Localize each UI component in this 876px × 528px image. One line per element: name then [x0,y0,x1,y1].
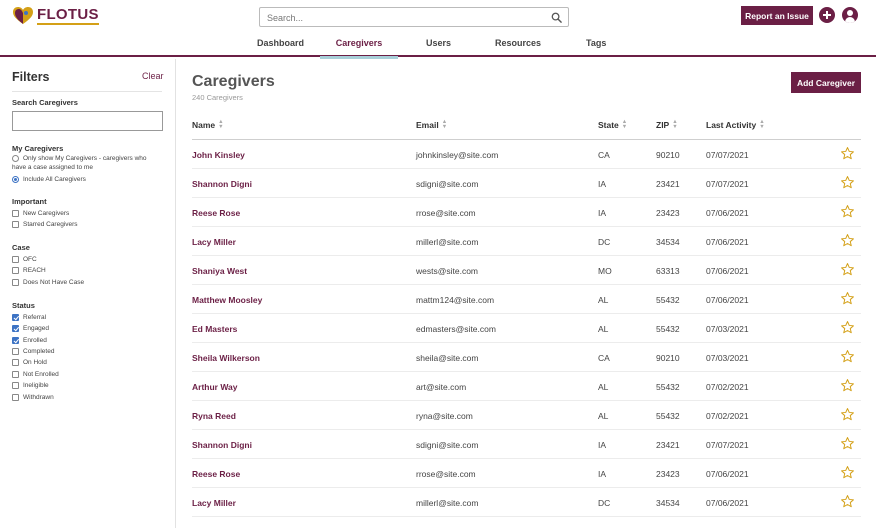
starred-caregivers-checkbox[interactable] [12,220,78,229]
caregiver-state: AL [598,382,609,392]
caregiver-state: CA [598,150,610,160]
page-title: Caregivers [192,73,275,90]
table-row[interactable] [192,169,861,198]
checkbox-icon[interactable] [12,359,19,366]
checkbox-icon[interactable] [12,221,19,228]
status-enrolled-checkbox[interactable] [12,336,47,345]
caregiver-email: ryna@site.com [416,411,473,421]
option-label: OFC [23,256,37,263]
status-label: Status [12,301,35,310]
star-icon[interactable] [840,494,855,509]
caregiver-zip: 23423 [656,469,680,479]
caregiver-name-link[interactable]: Arthur Way [192,382,238,392]
caregiver-last-activity: 07/02/2021 [706,411,749,421]
star-icon[interactable] [840,262,855,277]
column-label: Last Activity [706,120,757,130]
star-icon[interactable] [840,175,855,190]
search-caregivers-label: Search Caregivers [12,98,78,107]
sort-icon[interactable]: ▲ ▼ [759,119,765,130]
caregiver-name-link[interactable]: Lacy Miller [192,237,236,247]
caregiver-zip: 23421 [656,179,680,189]
caregiver-state: DC [598,237,611,247]
sort-icon[interactable]: ▲ ▼ [441,119,448,130]
add-plus-icon[interactable] [819,7,835,23]
status-referral-checkbox[interactable] [12,313,46,322]
caregiver-email: millerl@site.com [416,498,479,508]
status-withdrawn-checkbox[interactable] [12,393,54,402]
tab-resources[interactable]: Resources [495,38,542,48]
caregiver-last-activity: 07/06/2021 [706,208,749,218]
status-on-hold-checkbox[interactable] [12,358,47,367]
star-icon[interactable] [840,378,855,393]
column-header-name[interactable] [192,120,224,130]
caregiver-zip: 63313 [656,266,680,276]
caregiver-state: AL [598,324,609,334]
global-search [259,7,569,27]
caregiver-email: johnkinsley@site.com [416,150,499,160]
radio-checked-icon[interactable] [12,176,19,183]
caregiver-last-activity: 07/06/2021 [706,237,749,247]
caregiver-name-link[interactable]: Shaniya West [192,266,248,276]
star-icon[interactable] [840,465,855,480]
heart-logo-icon [12,6,34,26]
checkbox-checked-icon[interactable] [12,325,19,332]
tab-users[interactable]: Users [426,38,452,48]
table-row[interactable] [192,227,861,256]
table-row[interactable] [192,285,861,314]
caregiver-name-link[interactable]: Ryna Reed [192,411,236,421]
column-header-email[interactable] [416,120,447,130]
caregiver-last-activity: 07/06/2021 [706,469,749,479]
option-label: Ineligible [23,382,49,389]
search-icon[interactable] [551,12,562,23]
star-icon[interactable] [840,233,855,248]
user-account-icon[interactable] [842,7,858,23]
option-label: Enrolled [23,337,47,344]
status-engaged-checkbox[interactable] [12,324,49,333]
tab-tags[interactable]: Tags [586,38,607,48]
filters-title: Filters [12,70,50,84]
caregiver-email: rrose@site.com [416,469,476,479]
caregiver-state: IA [598,469,607,479]
search-input[interactable] [260,9,568,27]
clear-filters-link[interactable]: Clear [142,71,164,81]
option-label: Starred Caregivers [23,221,78,228]
caregiver-last-activity: 07/03/2021 [706,353,749,363]
caregiver-zip: 23423 [656,208,680,218]
column-label: Name [192,120,216,130]
important-label: Important [12,197,47,206]
caregiver-name-link[interactable]: Shannon Digni [192,440,252,450]
option-label: Not Enrolled [23,371,59,378]
new-caregivers-checkbox[interactable] [12,209,69,218]
caregiver-zip: 90210 [656,353,680,363]
caregiver-last-activity: 07/02/2021 [706,382,749,392]
caregiver-last-activity: 07/07/2021 [706,440,749,450]
caregiver-email: mattm124@site.com [416,295,495,305]
option-label: Completed [23,348,55,355]
checkbox-icon[interactable] [12,256,19,263]
case-reach-checkbox[interactable] [12,266,46,275]
caregiver-state: MO [598,266,612,276]
status-completed-checkbox[interactable] [12,347,54,356]
option-label: Withdrawn [23,394,54,401]
checkbox-icon[interactable] [12,279,19,286]
caregiver-email: edmasters@site.com [416,324,496,334]
caregiver-zip: 90210 [656,150,680,160]
checkbox-checked-icon[interactable] [12,314,19,321]
filters-sidebar [0,59,176,528]
checkbox-checked-icon[interactable] [12,337,19,344]
sort-icon[interactable]: ▲ ▼ [672,119,678,130]
checkbox-icon[interactable] [12,371,19,378]
checkbox-icon[interactable] [12,382,19,389]
include-all-caregivers-radio[interactable] [12,175,86,184]
caregiver-count: 240 Caregivers [192,93,243,102]
flotus-logo[interactable] [12,5,99,27]
option-label: Only show My Caregivers - caregivers who have a case assigned to me [12,155,147,171]
sort-icon[interactable]: ▲ ▼ [621,119,628,130]
checkbox-icon[interactable] [12,348,19,355]
column-header-state[interactable] [598,120,627,130]
caregiver-zip: 34534 [656,498,680,508]
sort-icon[interactable]: ▲ ▼ [218,119,224,130]
checkbox-icon[interactable] [12,394,19,401]
table-row[interactable] [192,430,861,459]
caregiver-name-link[interactable]: Lacy Miller [192,498,236,508]
caregiver-last-activity: 07/06/2021 [706,266,749,276]
case-label: Case [12,243,30,252]
option-label: Engaged [23,325,50,332]
caregiver-last-activity: 07/07/2021 [706,179,749,189]
only-my-caregivers-radio[interactable] [12,154,162,172]
caregiver-email: sheila@site.com [416,353,479,363]
caregiver-state: IA [598,440,607,450]
caregiver-last-activity: 07/07/2021 [706,150,749,160]
star-icon[interactable] [840,407,855,422]
status-ineligible-checkbox[interactable] [12,381,49,390]
caregiver-email: art@site.com [416,382,467,392]
caregiver-state: IA [598,179,607,189]
caregiver-name-link[interactable]: Ed Masters [192,324,238,334]
my-caregivers-label: My Caregivers [12,144,64,153]
option-label: On Hold [23,359,47,366]
table-row[interactable] [192,401,861,430]
caregiver-name-link[interactable]: Shannon Digni [192,179,252,189]
table-row[interactable] [192,314,861,343]
caregiver-email: rrose@site.com [416,208,476,218]
app-header [0,0,876,57]
case-none-checkbox[interactable] [12,278,84,287]
star-icon[interactable] [840,320,855,335]
tab-dashboard[interactable]: Dashboard [257,38,305,48]
option-label: REACH [23,267,46,274]
tab-caregivers[interactable]: Caregivers [320,38,398,57]
caregiver-name-link[interactable]: Reese Rose [192,469,241,479]
checkbox-icon[interactable] [12,210,19,217]
caregiver-state: AL [598,295,609,305]
caregiver-zip: 55432 [656,411,680,421]
option-label: New Caregivers [23,210,70,217]
table-row[interactable] [192,459,861,488]
star-icon[interactable] [840,146,855,161]
option-label: Does Not Have Case [23,279,85,286]
caregiver-zip: 55432 [656,295,680,305]
caregiver-name-link[interactable]: Matthew Moosley [192,295,263,305]
caregiver-last-activity: 07/06/2021 [706,295,749,305]
caregiver-email: millerl@site.com [416,237,479,247]
caregiver-state: DC [598,498,611,508]
table-row[interactable] [192,140,861,169]
caregiver-zip: 55432 [656,324,680,334]
table-row[interactable] [192,198,861,227]
caregiver-name-link[interactable]: Sheila Wilkerson [192,353,260,363]
caregiver-search-input[interactable] [12,111,163,131]
caregiver-name-link[interactable]: Reese Rose [192,208,241,218]
main-nav [0,38,876,57]
column-header-last-activity[interactable] [706,120,765,130]
caregiver-email: sdigni@site.com [416,440,479,450]
option-label: Include All Caregivers [23,176,86,183]
star-icon[interactable] [840,204,855,219]
caregiver-state: AL [598,411,609,421]
filters-divider [12,91,162,92]
star-icon[interactable] [840,291,855,306]
caregiver-state: CA [598,353,610,363]
radio-icon[interactable] [12,155,19,162]
caregiver-last-activity: 07/03/2021 [706,324,749,334]
caregiver-zip: 34534 [656,237,680,247]
option-label: Referral [23,314,47,321]
status-not-enrolled-checkbox[interactable] [12,370,59,379]
caregiver-email: wests@site.com [416,266,479,276]
table-row[interactable] [192,488,861,517]
case-ofc-checkbox[interactable] [12,255,37,264]
caregiver-state: IA [598,208,607,218]
add-caregiver-button[interactable]: Add Caregiver [791,72,861,93]
caregiver-email: sdigni@site.com [416,179,479,189]
report-issue-button[interactable]: Report an Issue [741,6,813,25]
table-row[interactable] [192,372,861,401]
column-label: ZIP [656,120,670,130]
caregiver-zip: 55432 [656,382,680,392]
column-label: State [598,120,619,130]
column-header-zip[interactable] [656,120,678,130]
caregiver-zip: 23421 [656,440,680,450]
table-row[interactable] [192,343,861,372]
star-icon[interactable] [840,349,855,364]
table-row[interactable] [192,256,861,285]
star-icon[interactable] [840,436,855,451]
caregiver-last-activity: 07/06/2021 [706,498,749,508]
logo-text: FLOTUS [37,6,99,23]
checkbox-icon[interactable] [12,267,19,274]
column-label: Email [416,120,439,130]
caregiver-name-link[interactable]: John Kinsley [192,150,245,160]
